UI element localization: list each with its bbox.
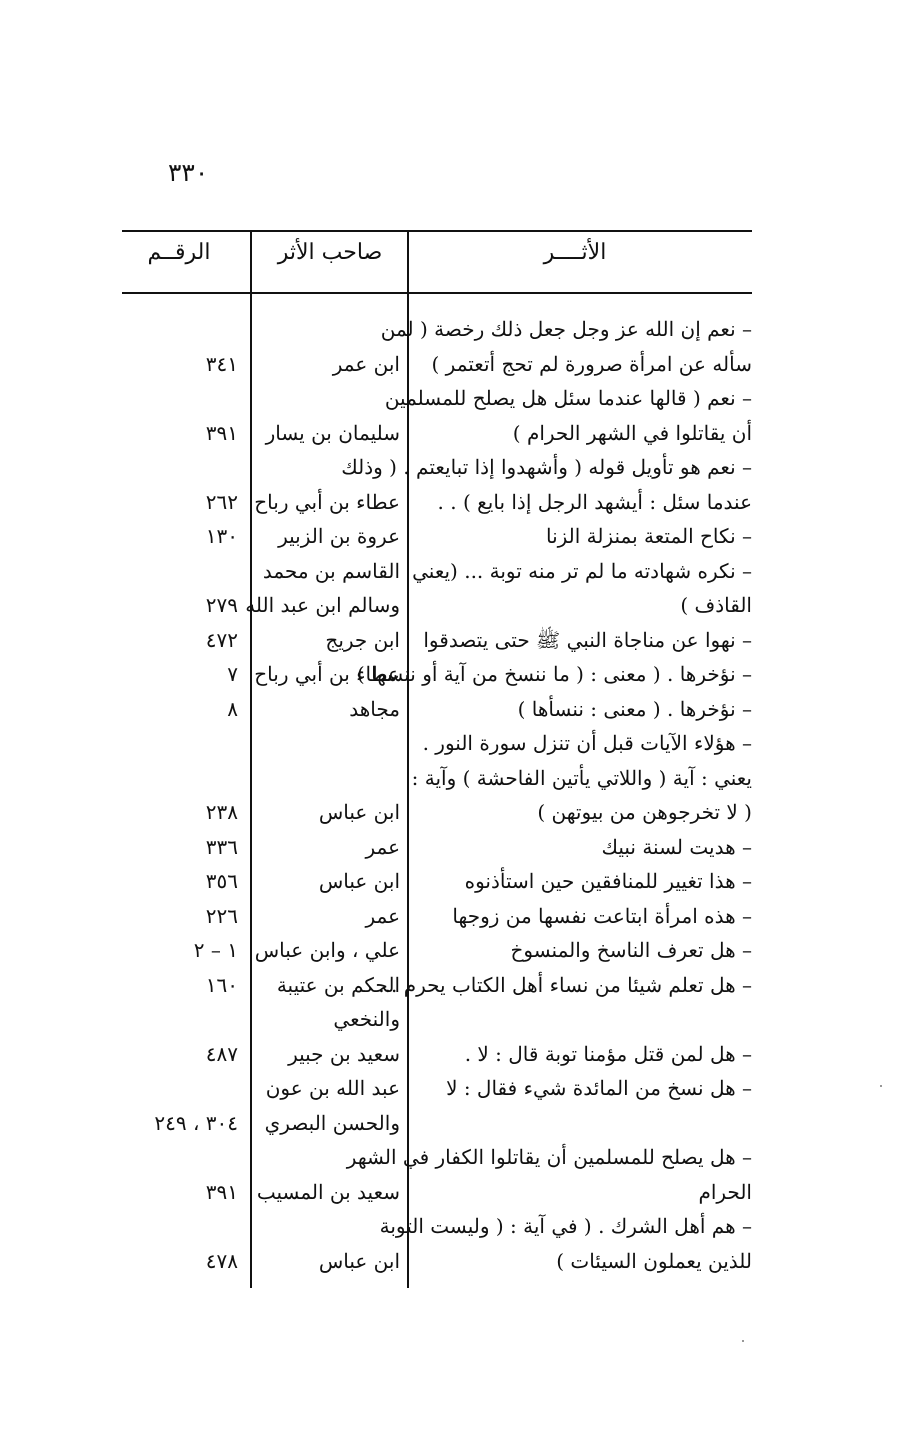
raqm-line: ٧ [227,662,238,686]
table-header-rule [122,292,752,294]
sahib-line: عروة بن الزبير [278,524,400,548]
sahib-line: ابن عباس [318,800,400,824]
sahib-line: القاسم بن محمد [262,559,400,583]
header-raqm: الرقــم [147,240,211,265]
sahib-line: سليمان بن يسار [265,421,400,445]
athar-line: – هذا تغيير للمنافقين حين استأذنوه [464,869,752,893]
athar-line: – نكاح المتعة بمنزلة الزنا [545,524,752,548]
athar-line: عندما سئل : أيشهد الرجل إذا بايع ) . . [437,490,752,514]
sahib-line: ابن جريج [325,628,400,652]
athar-line: سأله عن امرأة صرورة لم تحج أتعتمر ) [431,352,752,376]
athar-line: – نهوا عن مناجاة النبي ﷺ حتى يتصدقوا [423,628,752,652]
raqm-line: ٣٥٦ [205,869,238,893]
sahib-line: عطاء بن أبي رباح [254,662,400,686]
table-top-rule [122,230,752,232]
sahib-line: والحسن البصري [264,1111,400,1135]
athar-line: – نعم هو تأويل قوله ( وأشهدوا إذا تبايعتم . ( وذلك [341,455,752,479]
sahib-line: عبد الله بن عون [265,1076,400,1100]
page-speck [880,1085,882,1087]
header-athar: الأثــــر [543,240,607,265]
athar-line: – هم أهل الشرك . ( في آية : ( وليست التوبة [379,1214,752,1238]
athar-line: يعني : آية ( واللاتي يأتين الفاحشة ) وآية : [411,766,752,790]
raqm-line: ٢٢٦ [205,904,238,928]
sahib-line: مجاهد [349,697,400,721]
raqm-line: ٣٩١ [205,421,238,445]
athar-line: – هل نسخ من المائدة شيء فقال : لا [446,1076,752,1100]
athar-line: الحرام [698,1180,752,1204]
athar-line: – هؤلاء الآيات قبل أن تنزل سورة النور . [422,731,752,755]
sahib-line: ابن عباس [318,1249,400,1273]
athar-line: – هل يصلح للمسلمين أن يقاتلوا الكفار في الشهر [346,1145,752,1169]
athar-line: – هل لمن قتل مؤمنا توبة قال : لا . [464,1042,752,1066]
raqm-line: ٣٤١ [205,352,238,376]
sahib-line: عطاء بن أبي رباح [254,490,400,514]
raqm-line: ٢٣٨ [205,800,238,824]
athar-line: للذين يعملون السيئات ) [556,1249,752,1273]
sahib-line: سعيد بن جبير [288,1042,400,1066]
athar-line: – نعم إن الله عز وجل جعل ذلك رخصة ( لمن [380,317,752,341]
sahib-line: ابن عباس [318,869,400,893]
raqm-line: ٢٦٢ [205,490,238,514]
sahib-line: عمر [365,835,400,859]
page-number: ٣٣٠ [168,158,209,187]
sahib-line: سعيد بن المسيب [256,1180,400,1204]
sahib-line: الحكم بن عتيبة [276,973,400,997]
column-divider-left [250,230,252,1288]
athar-line: القاذف ) [680,593,752,617]
raqm-line: ٣٩١ [205,1180,238,1204]
raqm-line: ٣٣٦ [205,835,238,859]
athar-line: – هل تعرف الناسخ والمنسوخ [510,938,752,962]
sahib-line: عمر [365,904,400,928]
raqm-line: ٤٧٨ [205,1249,238,1273]
athar-line: – هذه امرأة ابتاعت نفسها من زوجها [452,904,752,928]
athar-line: – نكره شهادته ما لم تر منه توبة ... (يعني [412,559,752,583]
raqm-line: ٤٧٢ [205,628,238,652]
athar-line: أن يقاتلوا في الشهر الحرام ) [512,421,752,445]
raqm-line: ٤٨٧ [205,1042,238,1066]
raqm-line: ٢٧٩ [205,593,238,617]
raqm-line: ١٦٠ [205,973,238,997]
sahib-line: والنخعي [333,1007,400,1031]
sahib-line: علي ، وابن عباس [254,938,400,962]
raqm-line: ١ – ٢ [193,938,238,962]
athar-line: – هل تعلم شيئا من نساء أهل الكتاب يحرم ... [378,973,752,997]
header-sahib: صاحب الأثر [277,240,383,265]
athar-line: – نعم ( قالها عندما سئل هل يصلح للمسلمين [384,386,752,410]
raqm-line: ٣٠٤ ، ٢٤٩ [154,1111,238,1135]
athar-line: – هديت لسنة نبيك [601,835,752,859]
sahib-line: وسالم ابن عبد الله [245,593,400,617]
athar-line: – نؤخرها . ( معنى : ننسأها ) [517,697,752,721]
raqm-line: ١٣٠ [205,524,238,548]
page-speck [742,1340,744,1342]
raqm-line: ٨ [227,697,238,721]
athar-line: – نؤخرها . ( معنى : ( ما ننسخ من آية أو ننسها ) [356,662,752,686]
sahib-line: ابن عمر [332,352,400,376]
athar-line: ( لا تخرجوهن من بيوتهن ) [537,800,752,824]
